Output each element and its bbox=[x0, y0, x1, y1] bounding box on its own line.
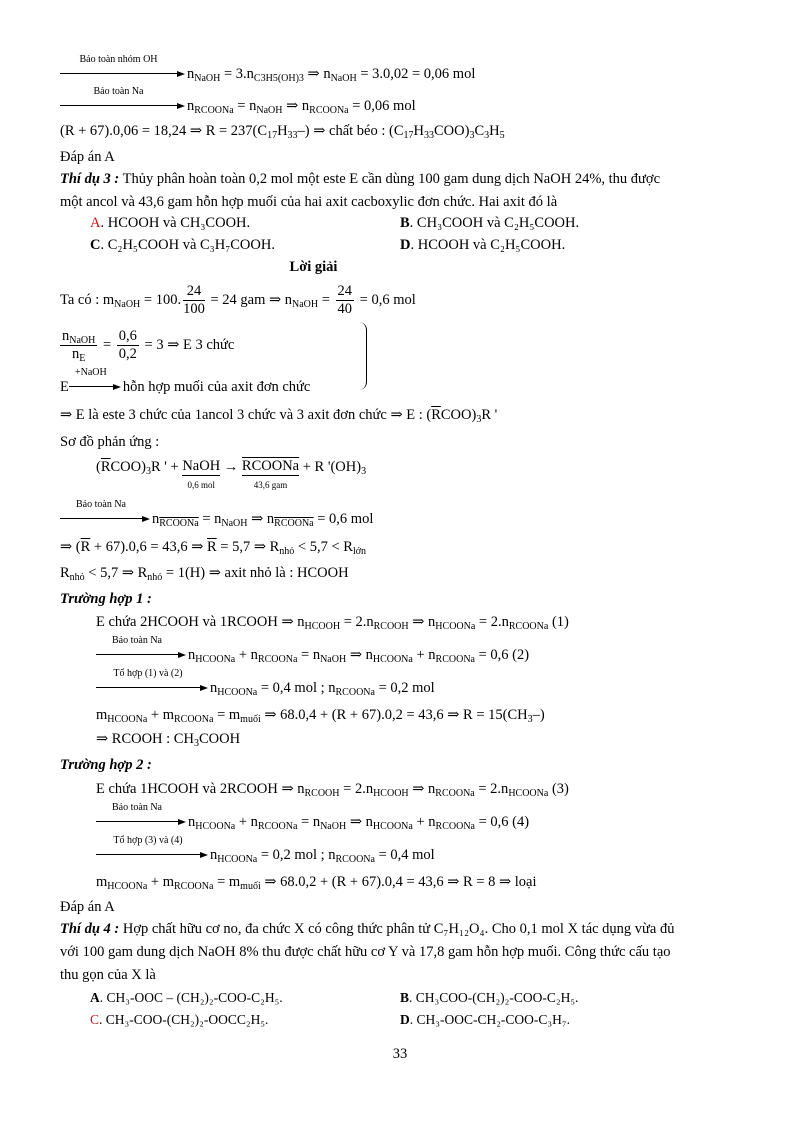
text: n bbox=[210, 847, 218, 863]
subscript: RCOONa bbox=[257, 654, 298, 665]
term-note: 0,6 mol bbox=[187, 480, 215, 490]
subscript: RCOONa bbox=[159, 518, 199, 529]
arrow-label: Bảo toàn Na bbox=[76, 499, 126, 510]
equation-line bbox=[60, 282, 416, 318]
text: = 0,6 mol bbox=[313, 511, 374, 527]
subscript: RCOONa bbox=[309, 105, 349, 116]
subscript: muối bbox=[240, 881, 261, 892]
text: = n bbox=[198, 511, 222, 527]
equation-line bbox=[60, 122, 505, 140]
text: Ta có : m bbox=[60, 292, 115, 308]
subscript: RCOOH bbox=[373, 621, 409, 632]
option-text: . HCOOH và CH₃COOH. bbox=[100, 215, 251, 231]
text: = n bbox=[233, 98, 257, 114]
equation-line bbox=[60, 327, 234, 363]
equation-line bbox=[60, 367, 311, 396]
subscript: NaOH bbox=[330, 73, 357, 84]
subscript: NaOH bbox=[194, 73, 221, 84]
option-text: . CH₃COO-(CH₂)₂-COO-C₂H₅. bbox=[409, 990, 579, 1005]
option-a bbox=[90, 989, 283, 1007]
text: (1) bbox=[548, 614, 569, 630]
subscript: NaOH bbox=[292, 299, 319, 310]
subscript: lớn bbox=[352, 546, 367, 557]
underbrace-term bbox=[182, 458, 220, 491]
text: = 3.0,02 = 0,06 mol bbox=[356, 66, 476, 82]
text: n bbox=[72, 346, 80, 363]
option-letter: C bbox=[90, 237, 101, 253]
text: RCOONa bbox=[241, 458, 300, 474]
text: (3) bbox=[548, 781, 569, 797]
option-c bbox=[90, 1011, 268, 1029]
text: ⇒ n bbox=[408, 614, 436, 630]
numerator: 24 bbox=[183, 283, 205, 301]
subscript: RCOONa bbox=[194, 105, 234, 116]
subscript: 33 bbox=[287, 130, 298, 141]
reaction-arrow bbox=[96, 635, 186, 664]
text: –) ⇒ chất béo : (C bbox=[297, 123, 404, 139]
text: = m bbox=[213, 874, 241, 890]
question-text: Hợp chất hữu cơ no, đa chức X có công thức phân tử C₇H₁₂O₄. Cho 0,1 mol X tác dụng vừa đủ bbox=[119, 921, 675, 937]
equation-line bbox=[60, 86, 416, 116]
subscript: 3 bbox=[145, 466, 151, 477]
option-letter: D bbox=[400, 237, 411, 253]
text: E chứa 1HCOOH và 2RCOOH ⇒ n bbox=[96, 781, 305, 797]
text: = 3 ⇒ E 3 chức bbox=[140, 337, 235, 353]
fraction bbox=[183, 283, 205, 318]
text: = 5,7 ⇒ R bbox=[216, 539, 280, 555]
scheme-title: Sơ đồ phản ứng : bbox=[60, 434, 160, 450]
text: ⇒ 68.0,2 + (R + 67).0,4 = 43,6 ⇒ R = 8 ⇒ loại bbox=[260, 874, 537, 890]
option-c bbox=[90, 236, 275, 254]
subscript: 3 bbox=[484, 130, 490, 141]
text: + R '(OH) bbox=[299, 459, 362, 475]
equation-line bbox=[96, 780, 569, 798]
subscript: nhỏ bbox=[69, 572, 85, 583]
example-title: Thí dụ 3 : bbox=[60, 171, 120, 187]
option-letter: D bbox=[400, 1012, 410, 1027]
text: = 2.n bbox=[340, 614, 374, 630]
term bbox=[242, 458, 299, 476]
subscript: 3 bbox=[476, 414, 482, 425]
subscript: HCOONa bbox=[107, 881, 148, 892]
subscript: 17 bbox=[267, 130, 278, 141]
option-letter: A bbox=[90, 215, 101, 231]
subscript: RCOONa bbox=[508, 621, 549, 632]
fraction bbox=[117, 328, 139, 363]
subscript: 5 bbox=[499, 130, 505, 141]
reaction-arrow bbox=[96, 668, 208, 697]
option-letter: B bbox=[400, 215, 410, 231]
question-text: Thủy phân hoàn toàn 0,2 mol một este E cần dùng 100 gam dung dịch NaOH 24%, thu được bbox=[119, 171, 661, 187]
equation-line bbox=[60, 499, 374, 529]
equation-line bbox=[60, 406, 497, 424]
text: (R + 67).0,06 = 18,24 ⇒ R = 237(C bbox=[60, 123, 268, 139]
text: E bbox=[60, 379, 69, 395]
text: E chứa 2HCOOH và 1RCOOH ⇒ n bbox=[96, 614, 305, 630]
text: ( bbox=[96, 459, 101, 475]
text: + m bbox=[147, 874, 174, 890]
text: $\overline{R}$ bbox=[80, 539, 91, 555]
text: C bbox=[474, 123, 485, 139]
subscript: NaOH bbox=[256, 105, 283, 116]
text: ⇒ 68.0,4 + (R + 67).0,2 = 43,6 ⇒ R = 15(CH bbox=[260, 707, 528, 723]
text: = 0,6 mol bbox=[356, 292, 416, 308]
option-letter: C bbox=[90, 1012, 100, 1027]
subscript: 17 bbox=[403, 130, 414, 141]
option-text: . CH₃-OOC – (CH₂)₂-COO-C₂H₅. bbox=[99, 990, 283, 1005]
reaction-arrow bbox=[69, 367, 121, 396]
option-letter: A bbox=[90, 990, 100, 1005]
arrow-label: Bảo toàn Na bbox=[112, 635, 162, 646]
equation-line bbox=[96, 706, 545, 724]
subscript: NaOH bbox=[320, 654, 347, 665]
subscript: RCOONa bbox=[174, 881, 214, 892]
text: ⇒ E là este 3 chức của 1ancol 3 chức và 3 axit đơn chức ⇒ E : ( bbox=[60, 407, 432, 423]
page-number: 33 bbox=[392, 1046, 408, 1062]
subscript: HCOONa bbox=[508, 788, 549, 799]
text: → bbox=[220, 459, 242, 475]
text: = 0,4 mol bbox=[374, 847, 435, 863]
reaction-arrow bbox=[60, 54, 185, 83]
fraction bbox=[336, 283, 355, 318]
denominator bbox=[60, 346, 97, 363]
subscript: RCOONa bbox=[274, 518, 314, 529]
text: ⇒ n bbox=[303, 66, 331, 82]
arrow-label: Bảo toàn Na bbox=[112, 802, 162, 813]
term: NaOH bbox=[182, 458, 221, 474]
text: –) bbox=[532, 707, 545, 723]
text: $\overline{R}$ bbox=[431, 407, 441, 423]
answer-line: Đáp án A bbox=[60, 899, 115, 915]
subscript: 33 bbox=[424, 130, 434, 141]
option-letter: B bbox=[400, 990, 410, 1005]
text: + m bbox=[147, 707, 174, 723]
subscript: HCOONa bbox=[435, 621, 476, 632]
subscript: 3 bbox=[469, 130, 475, 141]
text: H bbox=[413, 123, 424, 139]
subscript: HCOONa bbox=[217, 854, 258, 865]
solution-title: Lời giải bbox=[289, 259, 338, 275]
text: m bbox=[96, 874, 108, 890]
option-a bbox=[90, 214, 250, 232]
equation-line bbox=[60, 538, 366, 556]
underbrace-term bbox=[242, 458, 299, 491]
subscript: NaOH bbox=[320, 821, 347, 832]
text: n bbox=[210, 680, 218, 696]
text: = 2.n bbox=[339, 781, 374, 797]
option-b bbox=[400, 214, 579, 232]
subscript: HCOOH bbox=[373, 788, 409, 799]
reaction-scheme bbox=[96, 458, 366, 491]
text: = 0,6 (4) bbox=[474, 814, 530, 830]
text: ⇒ n bbox=[346, 814, 373, 830]
option-d bbox=[400, 236, 565, 254]
reaction-arrow bbox=[60, 499, 150, 528]
equation-line bbox=[96, 835, 435, 865]
subscript: E bbox=[79, 353, 86, 365]
text: = 0,2 mol bbox=[374, 680, 435, 696]
subscript: nhỏ bbox=[279, 546, 295, 557]
fraction bbox=[60, 328, 97, 363]
equation-line bbox=[96, 802, 530, 832]
text: R ' bbox=[481, 407, 498, 423]
text: n bbox=[62, 328, 70, 345]
numerator: 0,6 bbox=[118, 328, 137, 345]
text: n bbox=[152, 511, 160, 527]
subscript: 3 bbox=[527, 714, 533, 725]
example-title: Thí dụ 4 : bbox=[60, 921, 120, 937]
question-text-line: với 100 gam dung dịch NaOH 8% thu được chất hữu cơ Y và 17,8 gam hỗn hợp muối. Công thức cấu tạo bbox=[60, 944, 671, 960]
text: + n bbox=[235, 647, 258, 663]
text: COO) bbox=[440, 407, 477, 423]
text: = 2.n bbox=[475, 614, 509, 630]
subscript: NaOH bbox=[69, 335, 96, 347]
arrow-label: Tổ hợp (1) và (2) bbox=[113, 668, 183, 679]
subscript: HCOONa bbox=[372, 821, 413, 832]
text: n bbox=[187, 98, 195, 114]
text: ⇒ RCOOH : CH bbox=[96, 731, 194, 747]
equation-line bbox=[96, 730, 240, 748]
text: n bbox=[188, 814, 196, 830]
subscript: NaOH bbox=[114, 299, 141, 310]
question-text-line: một ancol và 43,6 gam hỗn hợp muối của hai axit cacboxylic đơn chức. Hai axit đó là bbox=[60, 194, 558, 210]
text: = 100. bbox=[140, 292, 182, 308]
subscript: RCOONa bbox=[435, 821, 475, 832]
equation-line bbox=[96, 635, 530, 665]
numerator bbox=[60, 328, 97, 346]
subscript: RCOONa bbox=[335, 854, 375, 865]
equation-line bbox=[60, 564, 349, 582]
case-2-title: Trường hợp 2 : bbox=[60, 757, 152, 773]
text: = n bbox=[297, 814, 321, 830]
option-text: . CH₃COOH và C₂H₅COOH. bbox=[409, 215, 580, 231]
option-b bbox=[400, 989, 578, 1007]
text: + n bbox=[412, 647, 436, 663]
subscript: RCOONa bbox=[435, 654, 475, 665]
subscript: 3 bbox=[361, 466, 367, 477]
example-3-question bbox=[60, 170, 660, 188]
text: hỗn hợp muối của axit đơn chức bbox=[122, 379, 311, 395]
denominator: 100 bbox=[183, 301, 205, 318]
text: $\overline{R}$ bbox=[207, 539, 217, 555]
option-text: . CH₃-COO-(CH₂)₂-OOCC₂H₅. bbox=[99, 1012, 269, 1027]
subscript: HCOONa bbox=[195, 654, 236, 665]
text: ⇒ n bbox=[408, 781, 436, 797]
reaction-arrow bbox=[96, 802, 186, 831]
text: COO) bbox=[110, 459, 146, 475]
subscript: RCOONa bbox=[435, 788, 475, 799]
example-4-question bbox=[60, 920, 674, 938]
subscript: HCOONa bbox=[195, 821, 236, 832]
arrow-label: Tổ hợp (3) và (4) bbox=[113, 835, 183, 846]
text: ⇒ n bbox=[346, 647, 373, 663]
option-d bbox=[400, 1011, 570, 1029]
text: COOH bbox=[198, 731, 241, 747]
reaction-arrow bbox=[96, 835, 208, 864]
text: ⇒ n bbox=[282, 98, 310, 114]
term-note: 43,6 gam bbox=[253, 480, 288, 490]
denominator: 0,2 bbox=[118, 346, 137, 363]
subscript: nhỏ bbox=[147, 572, 163, 583]
text: R bbox=[60, 565, 70, 581]
arrow-label: Bảo toàn Na bbox=[93, 86, 144, 97]
subscript: RCOONa bbox=[335, 687, 375, 698]
text: + 67).0,6 = 43,6 ⇒ bbox=[90, 539, 207, 555]
text: COO) bbox=[434, 123, 470, 139]
text: = bbox=[318, 292, 334, 308]
answer-line: Đáp án A bbox=[60, 149, 115, 165]
text: ⇒ n bbox=[247, 511, 275, 527]
equation-line bbox=[96, 668, 435, 698]
text: = 0,2 mol ; n bbox=[257, 847, 336, 863]
text: = 1(H) ⇒ axit nhỏ là : HCOOH bbox=[162, 565, 349, 581]
equation-line bbox=[96, 613, 569, 631]
text: H bbox=[277, 123, 288, 139]
equation-line bbox=[60, 54, 476, 84]
subscript: muối bbox=[240, 714, 261, 725]
subscript: 3 bbox=[193, 738, 199, 749]
subscript: RCOONa bbox=[174, 714, 214, 725]
equation-line bbox=[96, 873, 537, 891]
text: + n bbox=[235, 814, 258, 830]
text: = m bbox=[213, 707, 241, 723]
case-1-title: Trường hợp 1 : bbox=[60, 591, 152, 607]
text: = 0,4 mol ; n bbox=[257, 680, 336, 696]
text: = 3.n bbox=[220, 66, 254, 82]
text: n bbox=[187, 66, 195, 82]
text: n bbox=[188, 647, 196, 663]
text: R ' + bbox=[150, 459, 183, 475]
question-text-line: thu gọn của X là bbox=[60, 967, 156, 983]
arrow-label: Bảo toàn nhóm OH bbox=[79, 54, 158, 65]
text: < 5,7 < R bbox=[294, 539, 353, 555]
text: = 0,06 mol bbox=[348, 98, 416, 114]
text: < 5,7 ⇒ R bbox=[84, 565, 148, 581]
text: m bbox=[96, 707, 108, 723]
subscript: HCOONa bbox=[107, 714, 148, 725]
subscript: C3H5(OH)3 bbox=[253, 73, 304, 84]
subscript: RCOONa bbox=[257, 821, 298, 832]
option-text: . C₂H₅COOH và C₃H₇COOH. bbox=[100, 237, 275, 253]
text: = 24 gam ⇒ n bbox=[206, 292, 292, 308]
text: = bbox=[99, 337, 115, 353]
text: ⇒ ( bbox=[60, 539, 81, 555]
denominator: 40 bbox=[337, 301, 353, 318]
text: $\overline{R}$ bbox=[100, 459, 111, 475]
right-brace bbox=[356, 322, 367, 390]
subscript: HCOONa bbox=[217, 687, 258, 698]
subscript: NaOH bbox=[221, 518, 248, 529]
text: = 2.n bbox=[474, 781, 509, 797]
reaction-arrow bbox=[60, 86, 185, 115]
text: H bbox=[489, 123, 500, 139]
option-text: . HCOOH và C₂H₅COOH. bbox=[410, 237, 566, 253]
subscript: HCOOH bbox=[304, 621, 341, 632]
subscript: HCOONa bbox=[372, 654, 413, 665]
text: + n bbox=[412, 814, 436, 830]
text: = n bbox=[297, 647, 321, 663]
subscript: RCOOH bbox=[304, 788, 340, 799]
option-text: . CH₃-OOC-CH₂-COO-C₃H₇. bbox=[409, 1012, 570, 1027]
arrow-label: +NaOH bbox=[74, 367, 107, 378]
numerator: 24 bbox=[337, 283, 353, 300]
text: = 0,6 (2) bbox=[474, 647, 530, 663]
